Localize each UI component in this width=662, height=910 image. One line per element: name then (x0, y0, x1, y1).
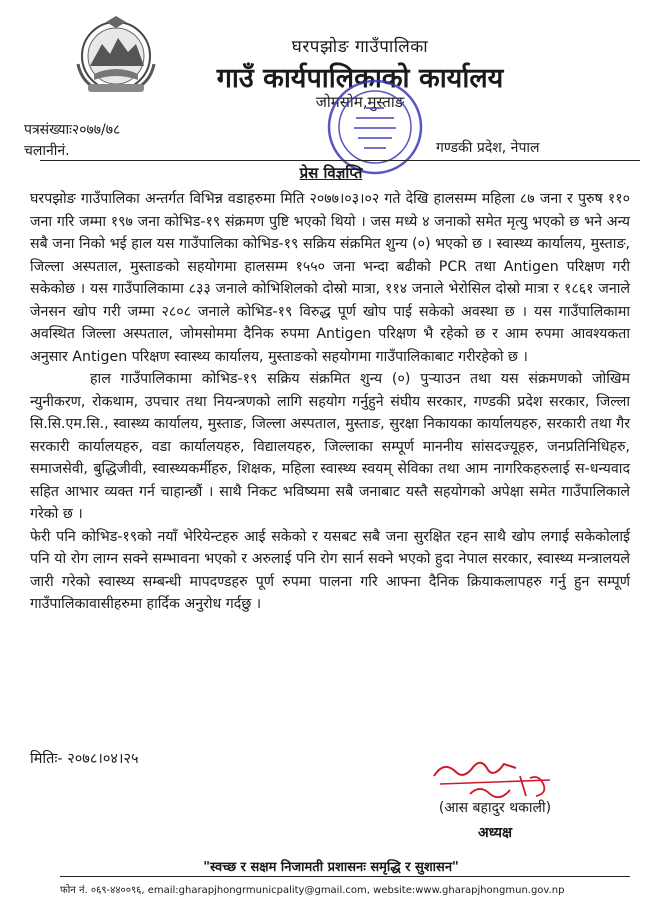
paragraph: घरपझोङ गाउँपालिका अन्तर्गत विभिन्न वडाहरुमा मिति २०७७।०३।०२ गते देखि हालसम्म महिला ८७ जना र पुरुष ११० जना गरि जम्मा १९७ जना कोभिड-१९ संक्रमण पुष्टि भएको थियो । जस मध्ये ४ जनाको समेत मृत्यु भएको छ भने अन्य सबै जना निको भई हाल यस गाउँपालिका कोभिड-१९ सक्रिय संक्रमित शुन्य (०) भएको छ । स्वास्थ्य कार्यालय, मुस्ताङ, जिल्ला अस्पताल, मुस्ताङको सहयोगमा हालसम्म १५५० जना भन्दा बढीको PCR तथा Antigen परिक्षण गरी सकेकोछ । यस गाउँपालिकामा ८३३ जनाले कोभिशिलको दोस्रो मात्रा, ११४ जनाले भेरोसिल दोस्रो मात्रा र १८६१ जनाले जेनसन खोप गरी जम्मा २८०८ जनाले कोभिड-१९ विरुद्ध पूर्ण खोप पाई सकेको अवस्था छ । यस गाउँपालिकामा अवस्थित जिल्ला अस्पताल, जोमसोममा दैनिक रुपमा Antigen परिक्षण भै रहेको छ र आम रुपमा आवश्यकता अनुसार Antigen परिक्षण स्वास्थ्य कार्यालय, मुस्ताङको सहयोगमा गाउँपालिकाबाट गरीरहेको छ । (30, 191, 630, 365)
document-date: मितिः- २०७८।०४।२५ (30, 751, 139, 767)
footer-contact: फोन नं. ०६९-४४००९६, email:gharapjhongrmunicpality@gmail.com, website:www.gharapjhongmun.gov.np (60, 885, 565, 896)
reference-number: पत्रसंख्याः२०७७/७८ (24, 122, 121, 138)
paragraph: हाल गाउँपालिकामा कोभिड-१९ सक्रिय संक्रमित शुन्य (०) पुऱ्याउन तथा यस संक्रमणको जोखिम न्युनीकरण, रोकथाम, उपचार तथा नियन्त्रणको लागि सहयोग गर्नुहुने संघीय सरकार, गण्डकी प्रदेश सरकार, जिल्ला सि.सि.एम.सि., स्वास्थ्य कार्यालय, मुस्ताङ, जिल्ला अस्पताल, मुस्ताङ, सुरक्षा निकायका कार्यालयहरु, सरकारी तथा गैर सरकारी कार्यालयहरु, वडा कार्यालयहरु, विद्यालयहरु, जिल्लाका सम्पूर्ण माननीय सांसदज्यूहरु, जनप्रतिनिधिहरु, समाजसेवी, बुद्धिजीवी, स्वास्थ्यकर्मीहरु, शिक्षक, महिला स्वास्थ्य स्वयम् सेविका तथा आम नागरिकहरुलाई स-धन्यवाद सहित आभार व्यक्त गर्न चाहान्छौं । साथै निकट भविष्यमा सबै जनाबाट यस्तै सहयोगको अपेक्षा समेत गाउँपालिकाले गरेको छ । (30, 371, 630, 522)
header-divider (40, 160, 640, 161)
province-label: गण्डकी प्रदेश, नेपाल (436, 140, 540, 156)
signatory-title: अध्यक्ष (477, 825, 513, 841)
document-body (30, 188, 630, 616)
office-round-stamp-icon (326, 78, 424, 176)
footer-slogan: "स्वच्छ र सक्षम निजामती प्रशासनः समृद्धि र सुशासन" (203, 860, 459, 875)
office-place: जोमसोम,मुस्ताङ (315, 93, 405, 111)
office-title: गाउँ कार्यपालिकाको कार्यालय (216, 63, 504, 94)
signatory-name: (आस बहादुर थकाली) (438, 800, 552, 816)
document-heading: प्रेस विज्ञप्ति (299, 164, 363, 182)
footer-divider (60, 876, 630, 877)
nepal-government-emblem-icon (70, 14, 162, 94)
office-name: घरपझोङ गाउँपालिका (291, 37, 429, 57)
paragraph: फेरी पनि कोभिड-१९को नयाँ भेरियेन्टहरु आई सकेको र यसबट सबै जना सुरक्षित रहन साथै खोप लगाई सकेकोलाई पनि यो रोग लाग्न सक्ने सम्भावना भएको र अरुलाई पनि रोग सार्न सक्ने भएको हुदा नेपाल सरकार, स्वास्थ्य मन्त्रालयले जारी गरेको स्वास्थ्य सम्बन्धी मापदण्डहरु पूर्ण रुपमा पालना गरि आफ्ना दैनिक क्रियाकलापहरु गर्नु हुन सम्पूर्ण गाउँपालिकावासीहरुमा हार्दिक अनुरोध गर्दछु । (30, 528, 630, 612)
dispatch-number: चलानीनं. (24, 143, 70, 159)
